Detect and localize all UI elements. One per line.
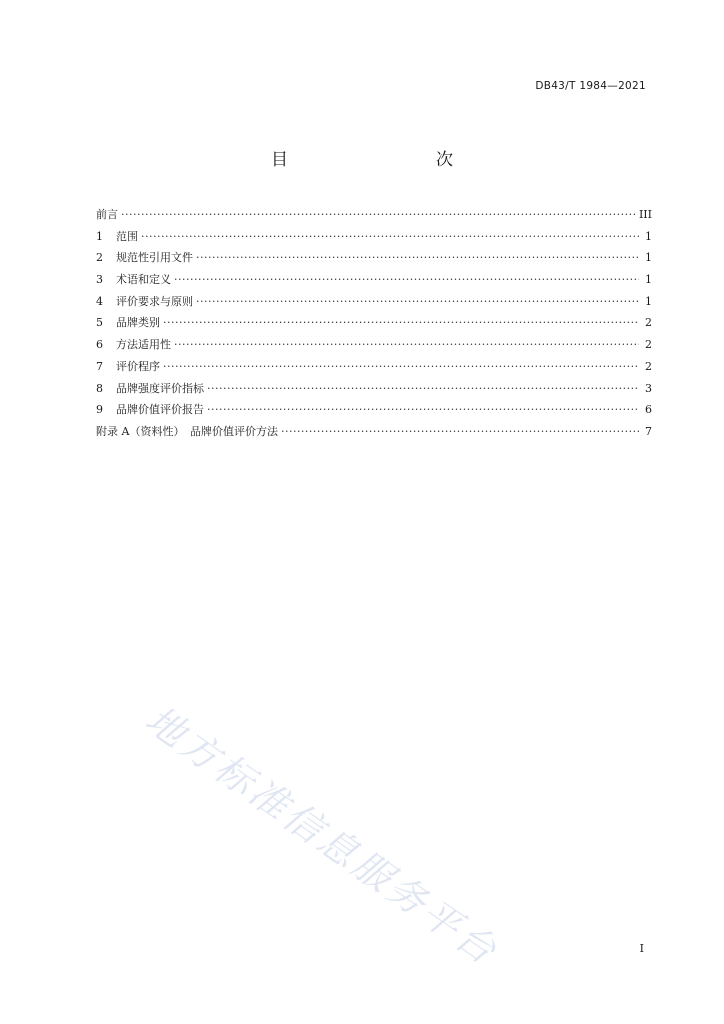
dot-leader [196,291,639,313]
page-number: I [639,942,644,955]
toc-entry-appendix-a[interactable] [96,421,652,443]
toc-number: 5 [96,316,103,330]
dot-leader [163,356,639,378]
toc-label: 规范性引用文件 [116,251,193,265]
dot-leader [281,421,639,443]
toc-page-number: 6 [645,403,652,417]
dot-leader [207,378,639,400]
dot-leader [174,334,639,356]
watermark: 地方标准信息服务平台 [137,697,507,975]
toc-label: 评价要求与原则 [116,294,193,308]
dot-leader [207,399,639,421]
toc-number: 6 [96,338,103,352]
toc-number: 4 [96,294,103,308]
toc-label: 品牌价值评价报告 [116,403,204,417]
standard-code: DB43/T 1984—2021 [535,80,646,92]
dot-leader [163,312,639,334]
toc-page-number: 2 [645,316,652,330]
toc-entry-value-report[interactable] [96,399,652,421]
toc-number: 8 [96,381,103,395]
toc-entry-requirements[interactable] [96,291,652,313]
toc-entry-terms[interactable] [96,269,652,291]
dot-leader [121,204,636,226]
toc-number: 2 [96,251,103,265]
toc-entry-scope[interactable] [96,226,652,248]
toc-page-number: 1 [645,273,652,287]
page-title: 目 次 [271,150,491,170]
toc-entry-strength-indicators[interactable] [96,378,652,400]
toc-entry-procedure[interactable] [96,356,652,378]
toc-label: 品牌类别 [116,316,160,330]
toc-number: 3 [96,273,103,287]
toc-entry-normative-references[interactable] [96,247,652,269]
toc-page-number: 1 [645,251,652,265]
toc-number: 9 [96,403,103,417]
toc-entry-foreword[interactable] [96,204,652,226]
toc-page-number: 3 [645,381,652,395]
toc-number: 7 [96,359,103,373]
toc-entry-brand-categories[interactable] [96,312,652,334]
toc-page-number: 2 [645,338,652,352]
toc-label: 范围 [116,229,138,243]
toc-number: 1 [96,229,103,243]
toc-label: 方法适用性 [116,338,171,352]
dot-leader [141,226,639,248]
toc-page-number: 1 [645,294,652,308]
toc-label: 附录 A（资料性） 品牌价值评价方法 [96,424,278,438]
dot-leader [196,247,639,269]
toc-page-number: III [638,208,652,221]
toc-page-number: 2 [645,359,652,373]
toc-page-number: 7 [645,424,652,438]
toc-label: 术语和定义 [116,273,171,287]
table-of-contents [96,204,652,443]
toc-entry-method-applicability[interactable] [96,334,652,356]
toc-label: 品牌强度评价指标 [116,381,204,395]
toc-label: 前言 [96,208,118,221]
dot-leader [174,269,639,291]
toc-label: 评价程序 [116,359,160,373]
toc-page-number: 1 [645,229,652,243]
